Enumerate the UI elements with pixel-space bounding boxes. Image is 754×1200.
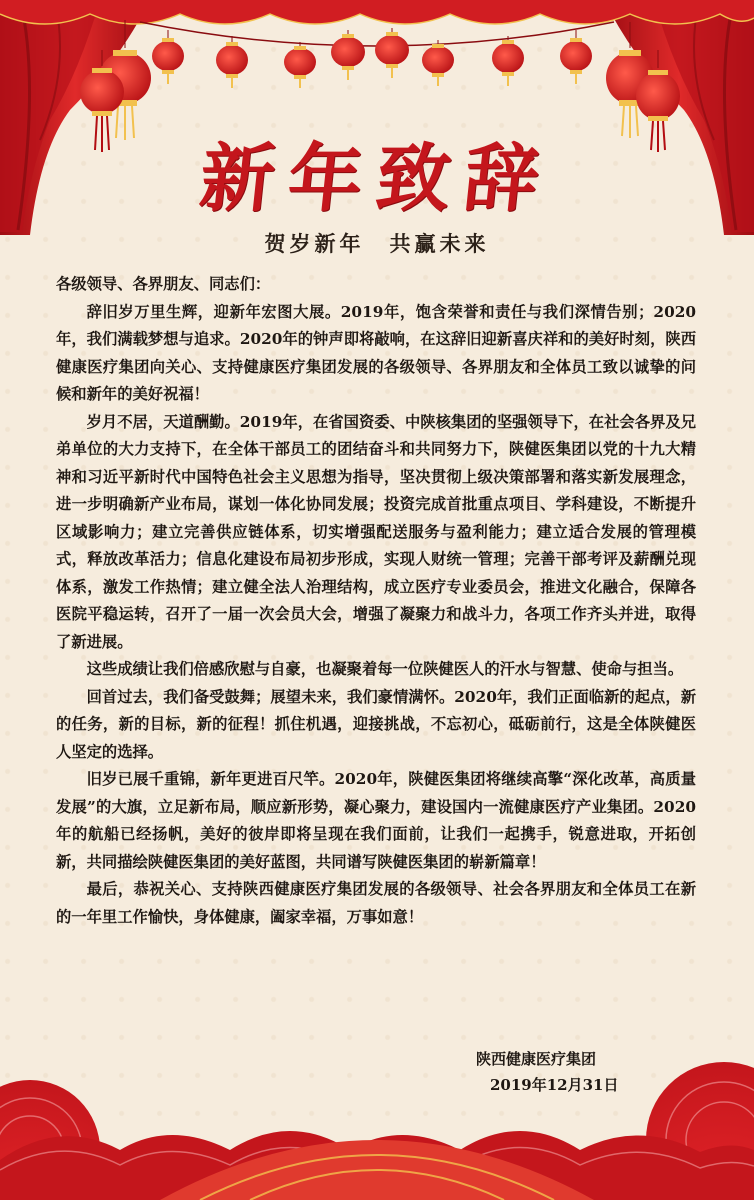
paragraph-6: 最后，恭祝关心、支持陕西健康医疗集团发展的各级领导、社会各界朋友和全体员工在新的一年里工作愉快，身体健康，阖家幸福，万事如意！ [56,880,696,926]
paragraph-1: 辞旧岁万里生辉，迎新年宏图大展。2019年，饱含荣誉和责任与我们深情告别；2020年，我们满载梦想与追求。2020年的钟声即将敲响，在这辞旧迎新喜庆祥和的美好时刻，陕西健康医疗集团向关心、支持健康医疗集团发展的各级领导、各界朋友和全体员工致以诚挚的问候和新年的美好祝福！ [56,302,696,403]
lantern-icon [284,42,316,88]
lantern-icon [375,28,409,78]
page-title: 新年致辞 [195,136,557,222]
lantern-icon [216,36,248,88]
signature-block [476,1046,619,1098]
lantern-icon [492,36,524,86]
letter-body [56,271,696,931]
paragraph-4: 回首过去，我们备受鼓舞；展望未来，我们豪情满怀。2020年，我们正面临新的起点，新的任务，新的目标，新的征程！抓住机遇，迎接挑战，不忘初心，砥砺前行，这是全体陕健医人坚定的选择。 [56,687,696,761]
paragraph-3: 这些成绩让我们倍感欣慰与自豪，也凝聚着每一位陕健医人的汗水与智慧、使命与担当。 [86,660,684,678]
paragraph-5: 旧岁已展千重锦，新年更进百尺竿。2020年，陕健医集团将继续高擎“深化改革，高质量发展”的大旗，立足新布局，顺应新形势，凝心聚力，建设国内一流健康医疗产业集团。2020年的航船已经扬帆，美好的彼岸即将呈现在我们面前，让我们一起携手，锐意进取，开拓创新，共同描绘陕健医集团的美好蓝图，共同谱写陕健医集团的崭新篇章！ [56,770,696,871]
lantern-string [140,22,614,46]
lantern-icon [422,40,454,86]
lantern-icon [331,30,365,80]
lantern-icon [560,30,592,84]
signature-date: 2019年12月31日 [490,1076,619,1094]
salutation: 各级领导、各界朋友、同志们： [56,275,271,293]
subtitle: 贺岁新年 共赢未来 [264,231,490,256]
lantern-icon [152,30,184,84]
signature-org: 陕西健康医疗集团 [476,1050,597,1068]
bottom-waves [0,1062,754,1200]
paragraph-2: 岁月不居，天道酬勤。2019年，在省国资委、中陕核集团的坚强领导下，在社会各界及兄弟单位的大力支持下，在全体干部员工的团结奋斗和共同努力下，陕健医集团以党的十九大精神和习近平新时代中国特色社会主义思想为指导，坚决贯彻上级决策部署和落实新发展理念，进一步明确新产业布局，谋划一体化协同发展；投资完成首批重点项目、学科建设，不断提升区域影响力；建立完善供应链体系，切实增强配送服务与盈利能力；建立适合发展的管理模式，释放改革活力；信息化建设布局初步形成，实现人财统一管理；完善干部考评及薪酬兑现体系，激发工作热情；建立健全法人治理结构，成立医疗专业委员会，推进文化融合，保障各医院平稳运转，召开了一届一次会员大会，增强了凝聚力和战斗力，各项工作齐头并进，取得了新进展。 [56,412,696,651]
